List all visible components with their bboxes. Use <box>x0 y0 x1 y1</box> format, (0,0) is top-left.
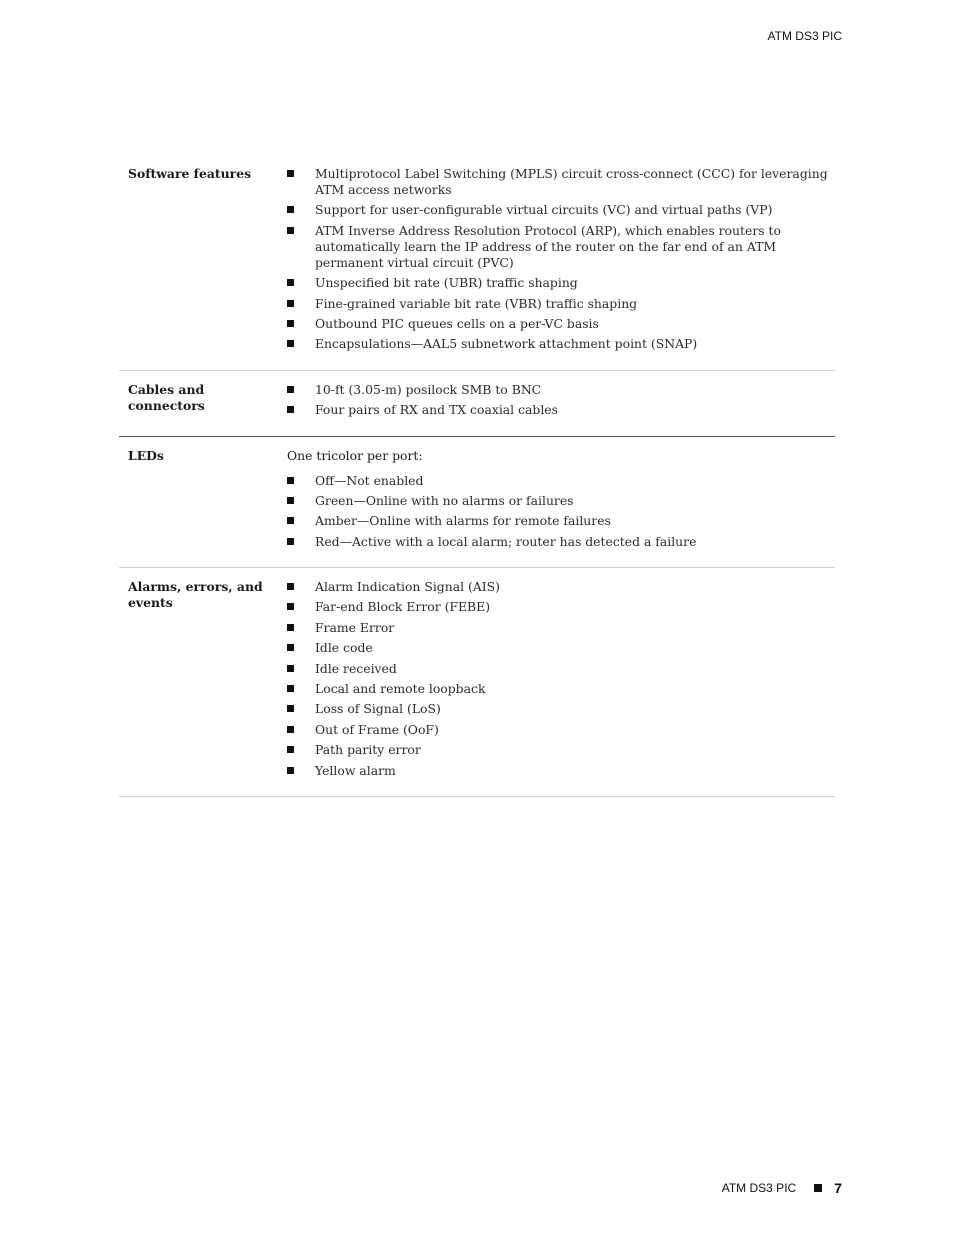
square-bullet-icon <box>287 644 294 651</box>
page-footer <box>722 1180 842 1196</box>
footer-title: ATM DS3 PIC <box>721 1181 797 1195</box>
list-item <box>287 579 835 595</box>
list-item <box>287 493 835 509</box>
list-item-text: Alarm Indication Signal (AIS) <box>315 579 500 595</box>
square-bullet-icon <box>287 517 294 524</box>
list-item <box>287 661 835 677</box>
bullet-list <box>287 382 835 418</box>
row-content <box>287 380 835 423</box>
list-item-text: Outbound PIC queues cells on a per-VC basis <box>315 315 599 331</box>
row-label: Software features <box>128 166 252 181</box>
list-item-text: Support for user-configurable virtual circuits (VC) and virtual paths (VP) <box>315 202 773 218</box>
list-item <box>287 202 835 218</box>
list-item-text: Yellow alarm <box>315 762 396 778</box>
list-item <box>287 722 835 738</box>
row-cables-connectors <box>119 371 835 437</box>
list-item <box>287 681 835 697</box>
list-item <box>287 742 835 758</box>
square-bullet-icon <box>287 279 294 286</box>
square-bullet-icon <box>287 340 294 347</box>
list-item-text: 10-ft (3.05-m) posilock SMB to BNC <box>315 381 542 397</box>
square-bullet-icon <box>287 300 294 307</box>
square-bullet-icon <box>287 705 294 712</box>
list-item-text: Green—Online with no alarms or failures <box>315 492 574 508</box>
list-item <box>287 382 835 398</box>
square-bullet-icon <box>287 538 294 545</box>
bullet-list <box>287 473 835 550</box>
list-item <box>287 296 835 312</box>
list-item-text: Encapsulations—AAL5 subnetwork attachment point (SNAP) <box>315 336 698 352</box>
row-label: Cables and connectors <box>128 381 205 413</box>
square-bullet-icon <box>287 726 294 733</box>
row-content <box>287 446 835 555</box>
row-label: Alarms, errors, and events <box>128 579 263 611</box>
running-header: ATM DS3 PIC <box>767 29 842 43</box>
list-item-text: Red—Active with a local alarm; router has detected a failure <box>315 533 697 549</box>
square-bullet-icon <box>287 386 294 393</box>
list-item-text: Path parity error <box>315 742 421 758</box>
row-intro: One tricolor per port: <box>287 447 423 463</box>
list-item <box>287 223 835 271</box>
row-content <box>287 577 835 783</box>
list-item-text: Unspecified bit rate (UBR) traffic shaping <box>315 275 578 291</box>
list-item <box>287 620 835 636</box>
row-alarms-errors-events <box>119 568 835 797</box>
list-item-text: Local and remote loopback <box>315 681 486 697</box>
row-leds <box>119 437 835 569</box>
square-bullet-icon <box>287 497 294 504</box>
square-bullet-icon <box>287 206 294 213</box>
bullet-list <box>287 579 835 779</box>
list-item-text: Out of Frame (OoF) <box>315 721 439 737</box>
list-item <box>287 316 835 332</box>
list-item-text: Multiprotocol Label Switching (MPLS) circuit cross-connect (CCC) for leveraging ATM access networks <box>315 166 828 197</box>
list-item <box>287 402 835 418</box>
square-bullet-icon <box>287 603 294 610</box>
square-bullet-icon <box>287 685 294 692</box>
list-item <box>287 473 835 489</box>
list-item <box>287 701 835 717</box>
list-item-text: Idle received <box>315 660 397 676</box>
list-item-text: Loss of Signal (LoS) <box>315 701 441 717</box>
square-bullet-icon <box>287 170 294 177</box>
square-bullet-icon <box>287 767 294 774</box>
page-number: 7 <box>834 1180 842 1196</box>
spec-table <box>119 160 835 797</box>
list-item <box>287 336 835 352</box>
row-content <box>287 164 835 357</box>
square-bullet-icon <box>287 746 294 753</box>
bullet-list <box>287 166 835 352</box>
list-item-text: Four pairs of RX and TX coaxial cables <box>315 402 558 418</box>
list-item-text: Amber—Online with alarms for remote failures <box>315 513 611 529</box>
row-software-features <box>119 160 835 371</box>
square-bullet-icon <box>287 665 294 672</box>
list-item <box>287 599 835 615</box>
list-item <box>287 275 835 291</box>
list-item <box>287 166 835 198</box>
list-item-text: Idle code <box>315 640 373 656</box>
square-bullet-icon <box>814 1184 822 1192</box>
square-bullet-icon <box>287 406 294 413</box>
list-item <box>287 640 835 656</box>
list-item <box>287 513 835 529</box>
square-bullet-icon <box>287 320 294 327</box>
row-label: LEDs <box>128 447 164 463</box>
list-item <box>287 534 835 550</box>
list-item-text: Off—Not enabled <box>315 472 424 488</box>
square-bullet-icon <box>287 227 294 234</box>
square-bullet-icon <box>287 624 294 631</box>
square-bullet-icon <box>287 477 294 484</box>
list-item-text: ATM Inverse Address Resolution Protocol (ARP), which enables routers to automatically learn the IP address of the router on the far end of an ATM permanent virtual circuit (PVC) <box>315 222 781 270</box>
list-item-text: Fine-grained variable bit rate (VBR) traffic shaping <box>315 295 638 311</box>
list-item-text: Frame Error <box>315 619 395 635</box>
square-bullet-icon <box>287 583 294 590</box>
list-item-text: Far-end Block Error (FEBE) <box>315 599 491 615</box>
list-item <box>287 763 835 779</box>
